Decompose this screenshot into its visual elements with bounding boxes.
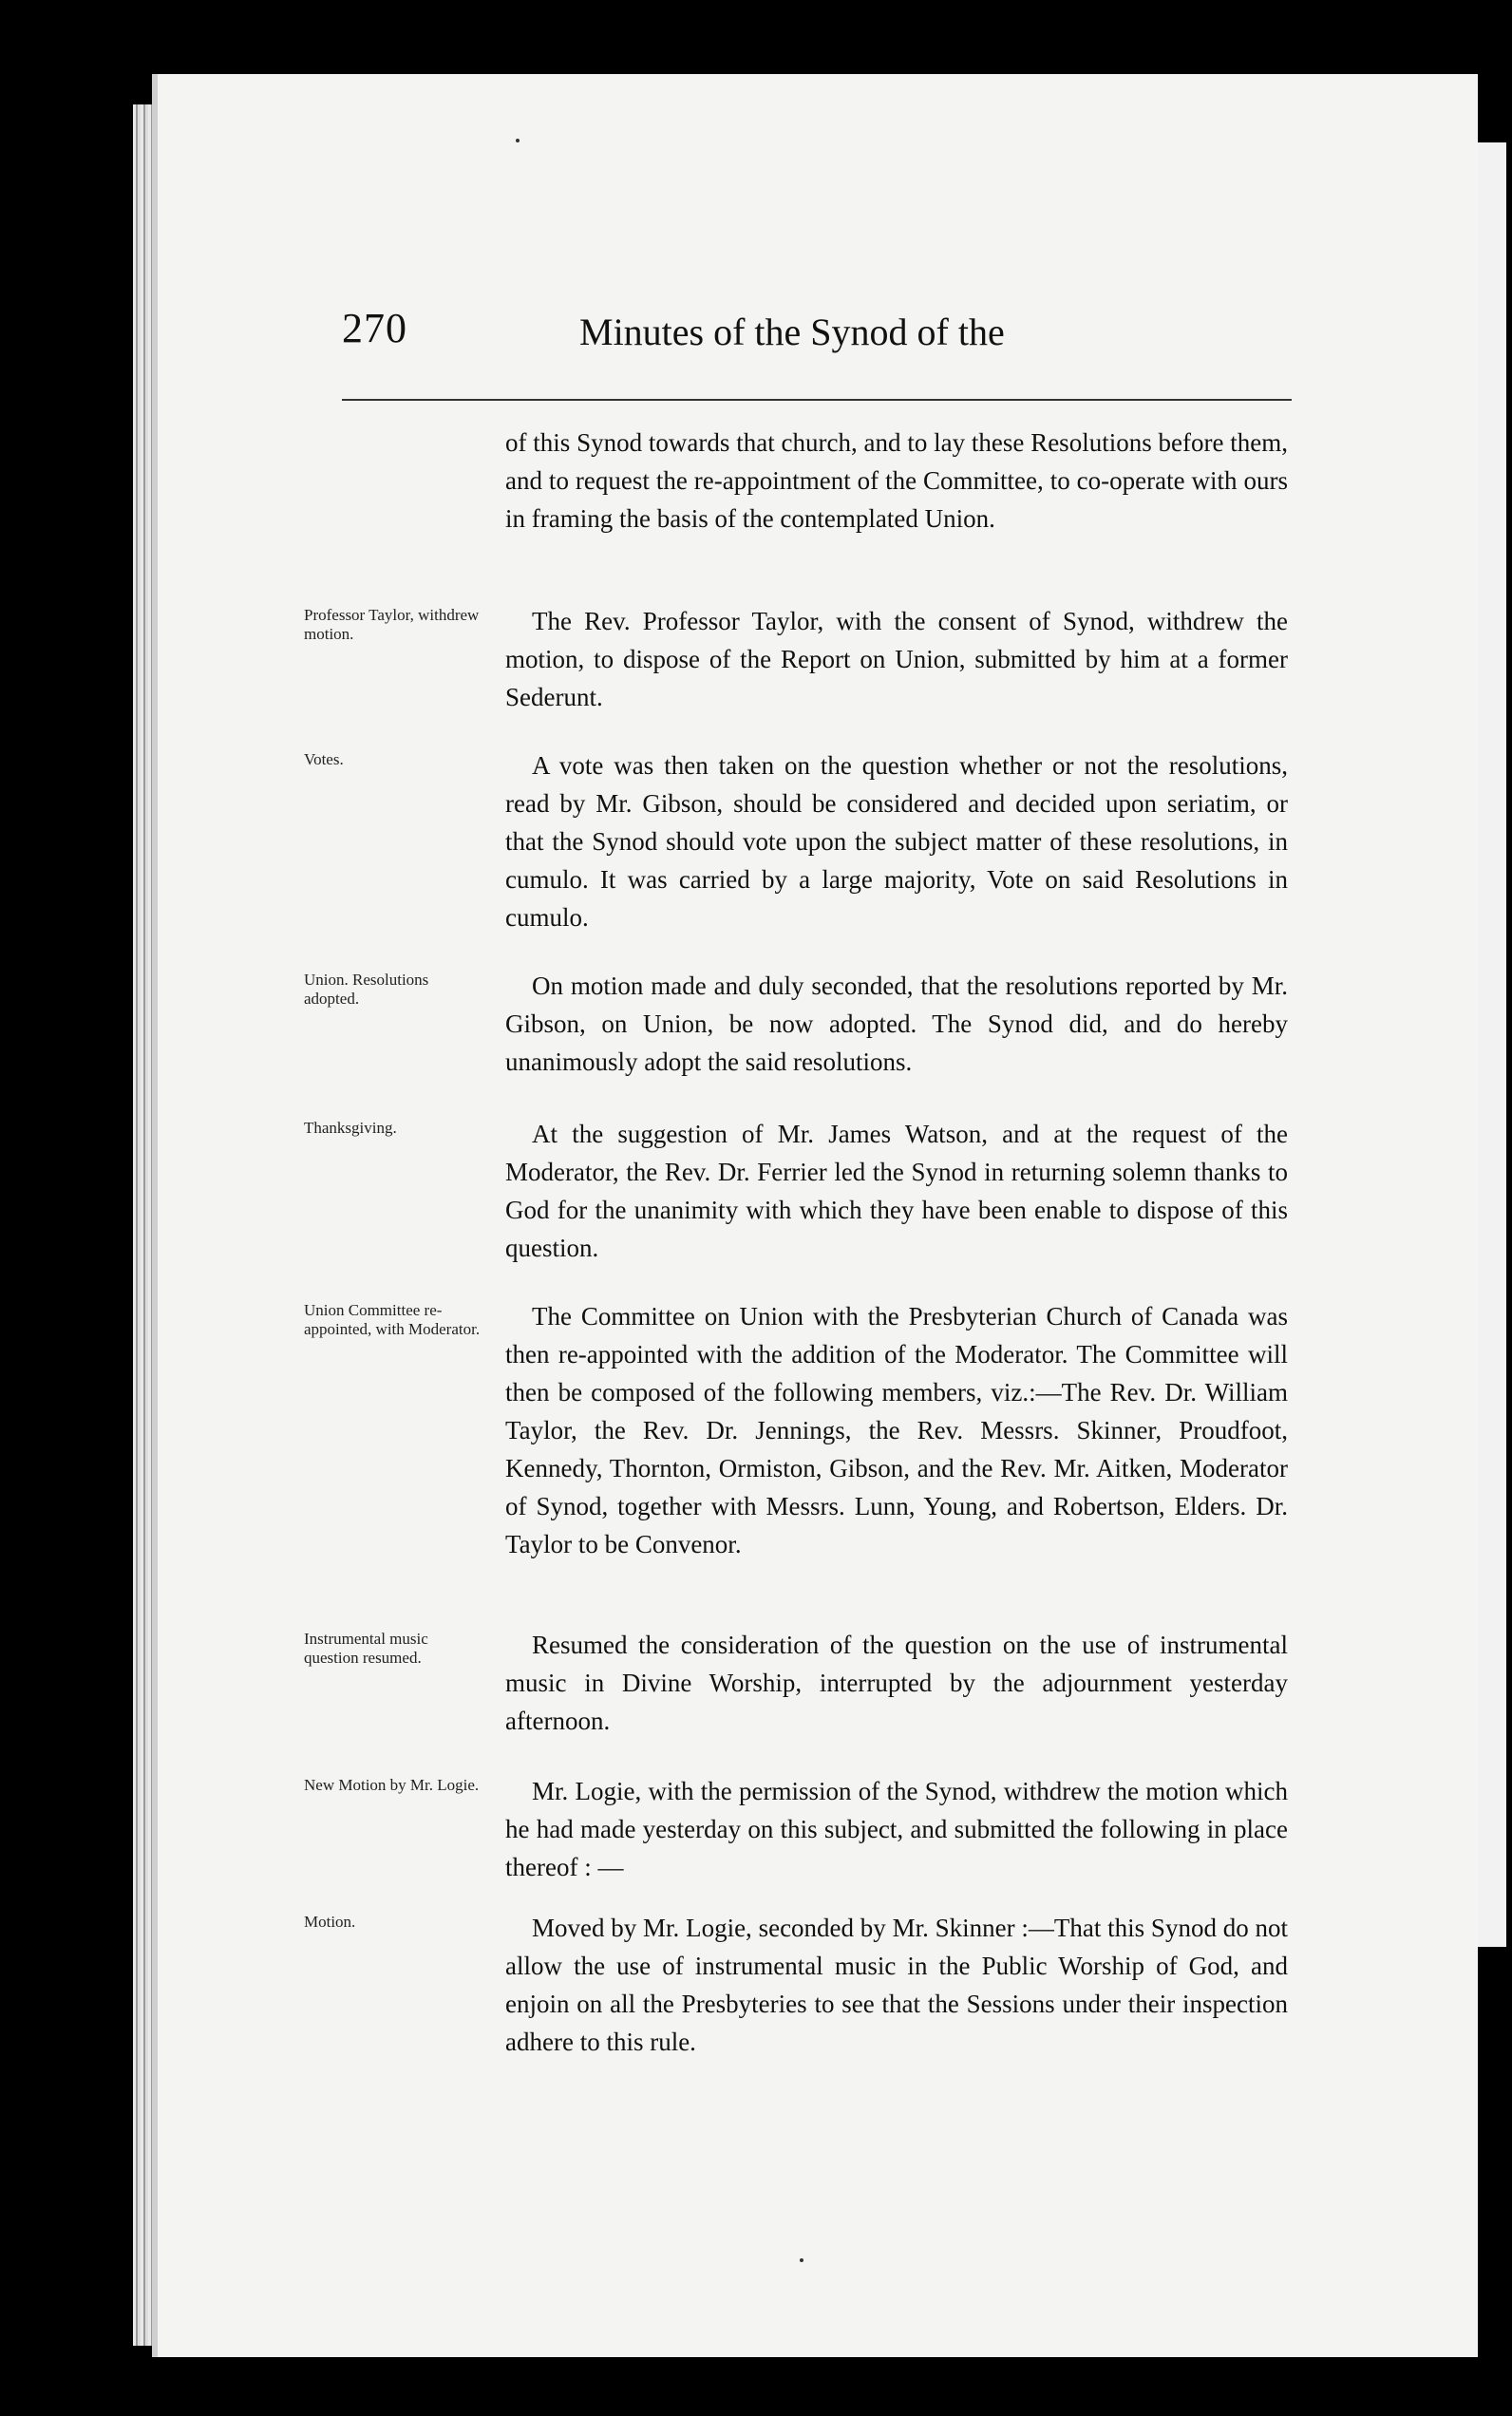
paragraph-text: A vote was then taken on the question whether or not the resolutions, read by Mr. Gibson, should be considered and decided upon seriatim, or that the Synod should vote upon the subject matter of these resolutions, in cumulo. It was carried by a large majority, Vote on said Resolutions in cumulo. <box>505 751 1288 932</box>
margin-note: Votes. <box>304 750 344 768</box>
margin-note: Professor Taylor, withdrew motion. <box>304 606 480 643</box>
margin-note: Instrumental music question resumed. <box>304 1630 428 1667</box>
running-title: Minutes of the Synod of the <box>579 311 1005 353</box>
margin-note: New Motion by Mr. Logie. <box>304 1776 480 1794</box>
page-number: 270 <box>342 305 407 351</box>
paragraph-text: of this Synod towards that church, and to lay these Resolutions before them, and to request the re-appointment of the Committee, to co-operate with ours in framing the basis of the contemplated Union. <box>505 428 1288 533</box>
header-rule <box>342 399 1292 401</box>
paragraph-text: The Committee on Union with the Presbyterian Church of Canada was then re-appointed with the addition of the Moderator. The Committee will then be composed of the following members, viz.:—The Rev. Dr. William Taylor, the Rev. Dr. Jennings, the Rev. Messrs. Skinner, Proudfoot, Kennedy, Thornton, Ormiston, Gibson, and the Rev. Mr. Aitken, Moderator of Synod, together with Messrs. Lunn, Young, and Robertson, Elders. Dr. Taylor to be Convenor. <box>505 1302 1288 1558</box>
paragraph-text: Moved by Mr. Logie, seconded by Mr. Skinner :—That this Synod do not allow the use of instrumental music in the Public Worship of God, and enjoin on all the Presbyteries to see that the Sessions under their inspection adhere to this rule. <box>505 1914 1288 2056</box>
paragraph-text: Mr. Logie, with the permission of the Synod, withdrew the motion which he had made yesterday on this subject, and submitted the following in place thereof : — <box>505 1777 1288 1881</box>
paragraph-text: On motion made and duly seconded, that the resolutions reported by Mr. Gibson, on Union, be now adopted. The Synod did, and do hereby unanimously adopt the said resolutions. <box>505 972 1288 1076</box>
margin-note: Thanksgiving. <box>304 1119 397 1137</box>
paragraph-text: At the suggestion of Mr. James Watson, and at the request of the Moderator, the Rev. Dr. Ferrier led the Synod in returning solemn thanks to God for the unanimity with which they have been enable to dispose of this question. <box>505 1120 1288 1262</box>
margin-note: Motion. <box>304 1913 356 1931</box>
speck <box>516 139 520 142</box>
margin-note: Union Committee re-appointed, with Moderator. <box>304 1301 481 1338</box>
facing-page-edge <box>1478 142 1506 1947</box>
speck <box>800 2258 803 2262</box>
page-header <box>342 304 1292 380</box>
margin-note: Union. Resolutions adopted. <box>304 971 429 1008</box>
paragraph-text: The Rev. Professor Taylor, with the consent of Synod, withdrew the motion, to dispose of the Report on Union, submitted by him at a former Sederunt. <box>505 607 1288 711</box>
paragraph-text: Resumed the consideration of the question on the use of instrumental music in Divine Worship, interrupted by the adjournment yesterday afternoon. <box>505 1631 1288 1735</box>
